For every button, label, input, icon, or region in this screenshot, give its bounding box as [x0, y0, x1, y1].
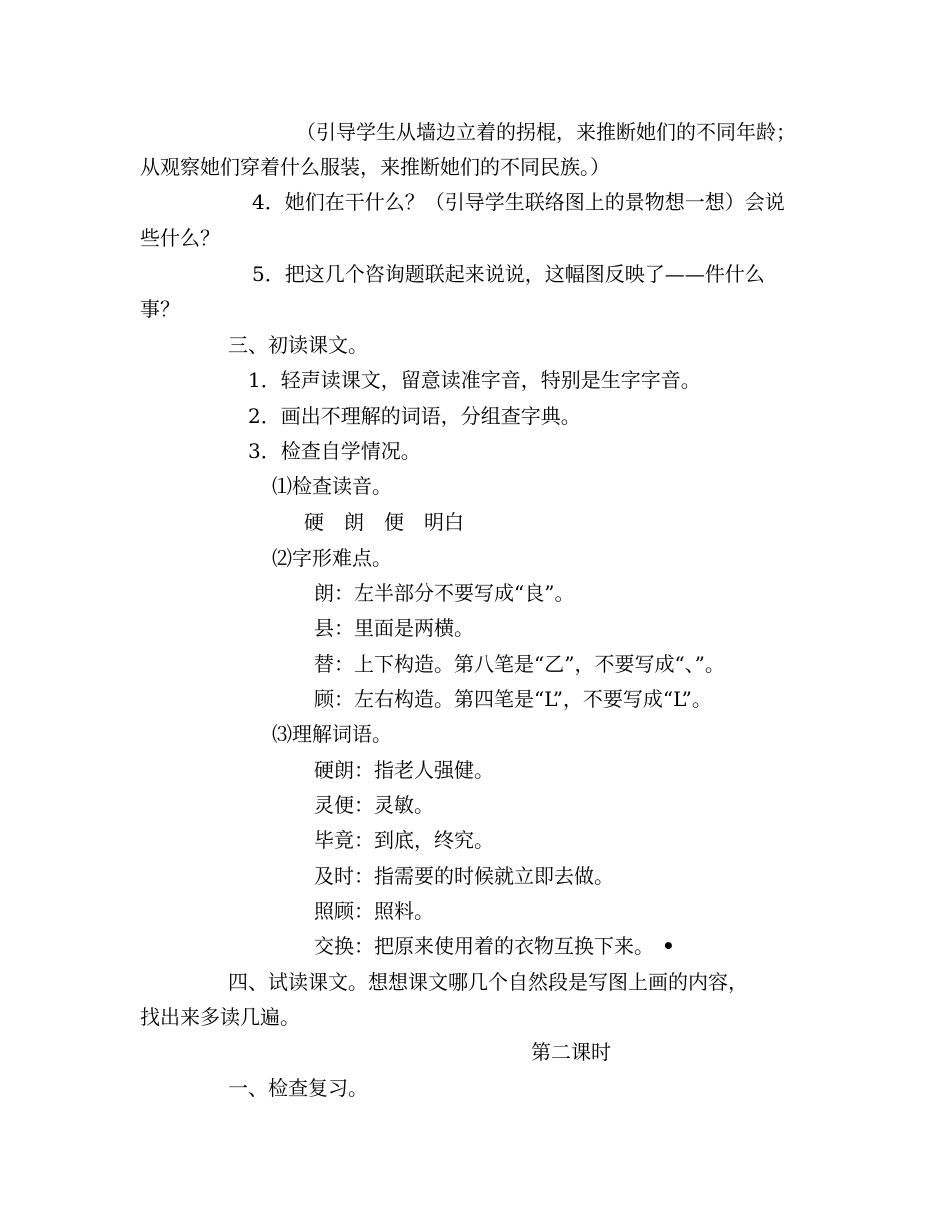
question-5-continuation: 事？: [140, 297, 180, 321]
section-heading-4: 四、试读课文。想想课文哪几个自然段是写图上画的内容，: [228, 970, 748, 994]
bullet-mark: •: [662, 934, 675, 958]
word-definition: 照顾：照料。: [314, 899, 434, 923]
word-definition: 毕竟：到底，终究。: [314, 828, 494, 852]
question-5: 5．把这几个咨询题联起来说说，这幅图反映了——件什么: [252, 262, 765, 286]
glyph-note: 顾：左右构造。第四笔是“L”，不要写成“L”。: [314, 687, 712, 711]
list-item: 3．检查自学情况。: [248, 439, 421, 463]
sub-heading: ⑶理解词语。: [272, 722, 392, 746]
lesson-title: 第二课时: [531, 1040, 611, 1064]
question-4-continuation: 些什么？: [140, 226, 220, 250]
glyph-note: 朗：左半部分不要写成“良”。: [314, 581, 575, 605]
word-definition: 及时：指需要的时候就立即去做。: [314, 864, 614, 888]
list-item: 2．画出不理解的词语，分组查字典。: [248, 404, 581, 428]
sub-heading: ⑴检查读音。: [272, 474, 392, 498]
word-definition-text: 交换：把原来使用着的衣物互换下来。: [314, 934, 654, 958]
word-definition: 硬朗：指老人强健。: [314, 758, 494, 782]
section-heading-1: 一、检查复习。: [228, 1076, 368, 1100]
paragraph-line: （引导学生从墙边立着的拐棍，来推断她们的不同年龄；: [296, 120, 796, 144]
section-4-continuation: 找出来多读几遍。: [140, 1005, 300, 1029]
pronunciation-chars: 硬 朗 便 明白: [304, 510, 464, 534]
glyph-note: 替：上下构造。第八笔是“乙”，不要写成“、”。: [314, 652, 725, 676]
paragraph-line: 从观察她们穿着什么服装，来推断她们的不同民族。）: [140, 155, 610, 179]
word-definition: 灵便：灵敏。: [314, 793, 434, 817]
question-4: 4．她们在干什么？（引导学生联络图上的景物想一想）会说: [252, 190, 785, 214]
word-definition: [314, 934, 675, 958]
list-item: 1．轻声读课文，留意读准字音，特别是生字字音。: [248, 368, 701, 392]
sub-heading: ⑵字形难点。: [272, 546, 392, 570]
glyph-note: 县：里面是两横。: [314, 616, 474, 640]
section-heading-3: 三、初读课文。: [228, 333, 368, 357]
